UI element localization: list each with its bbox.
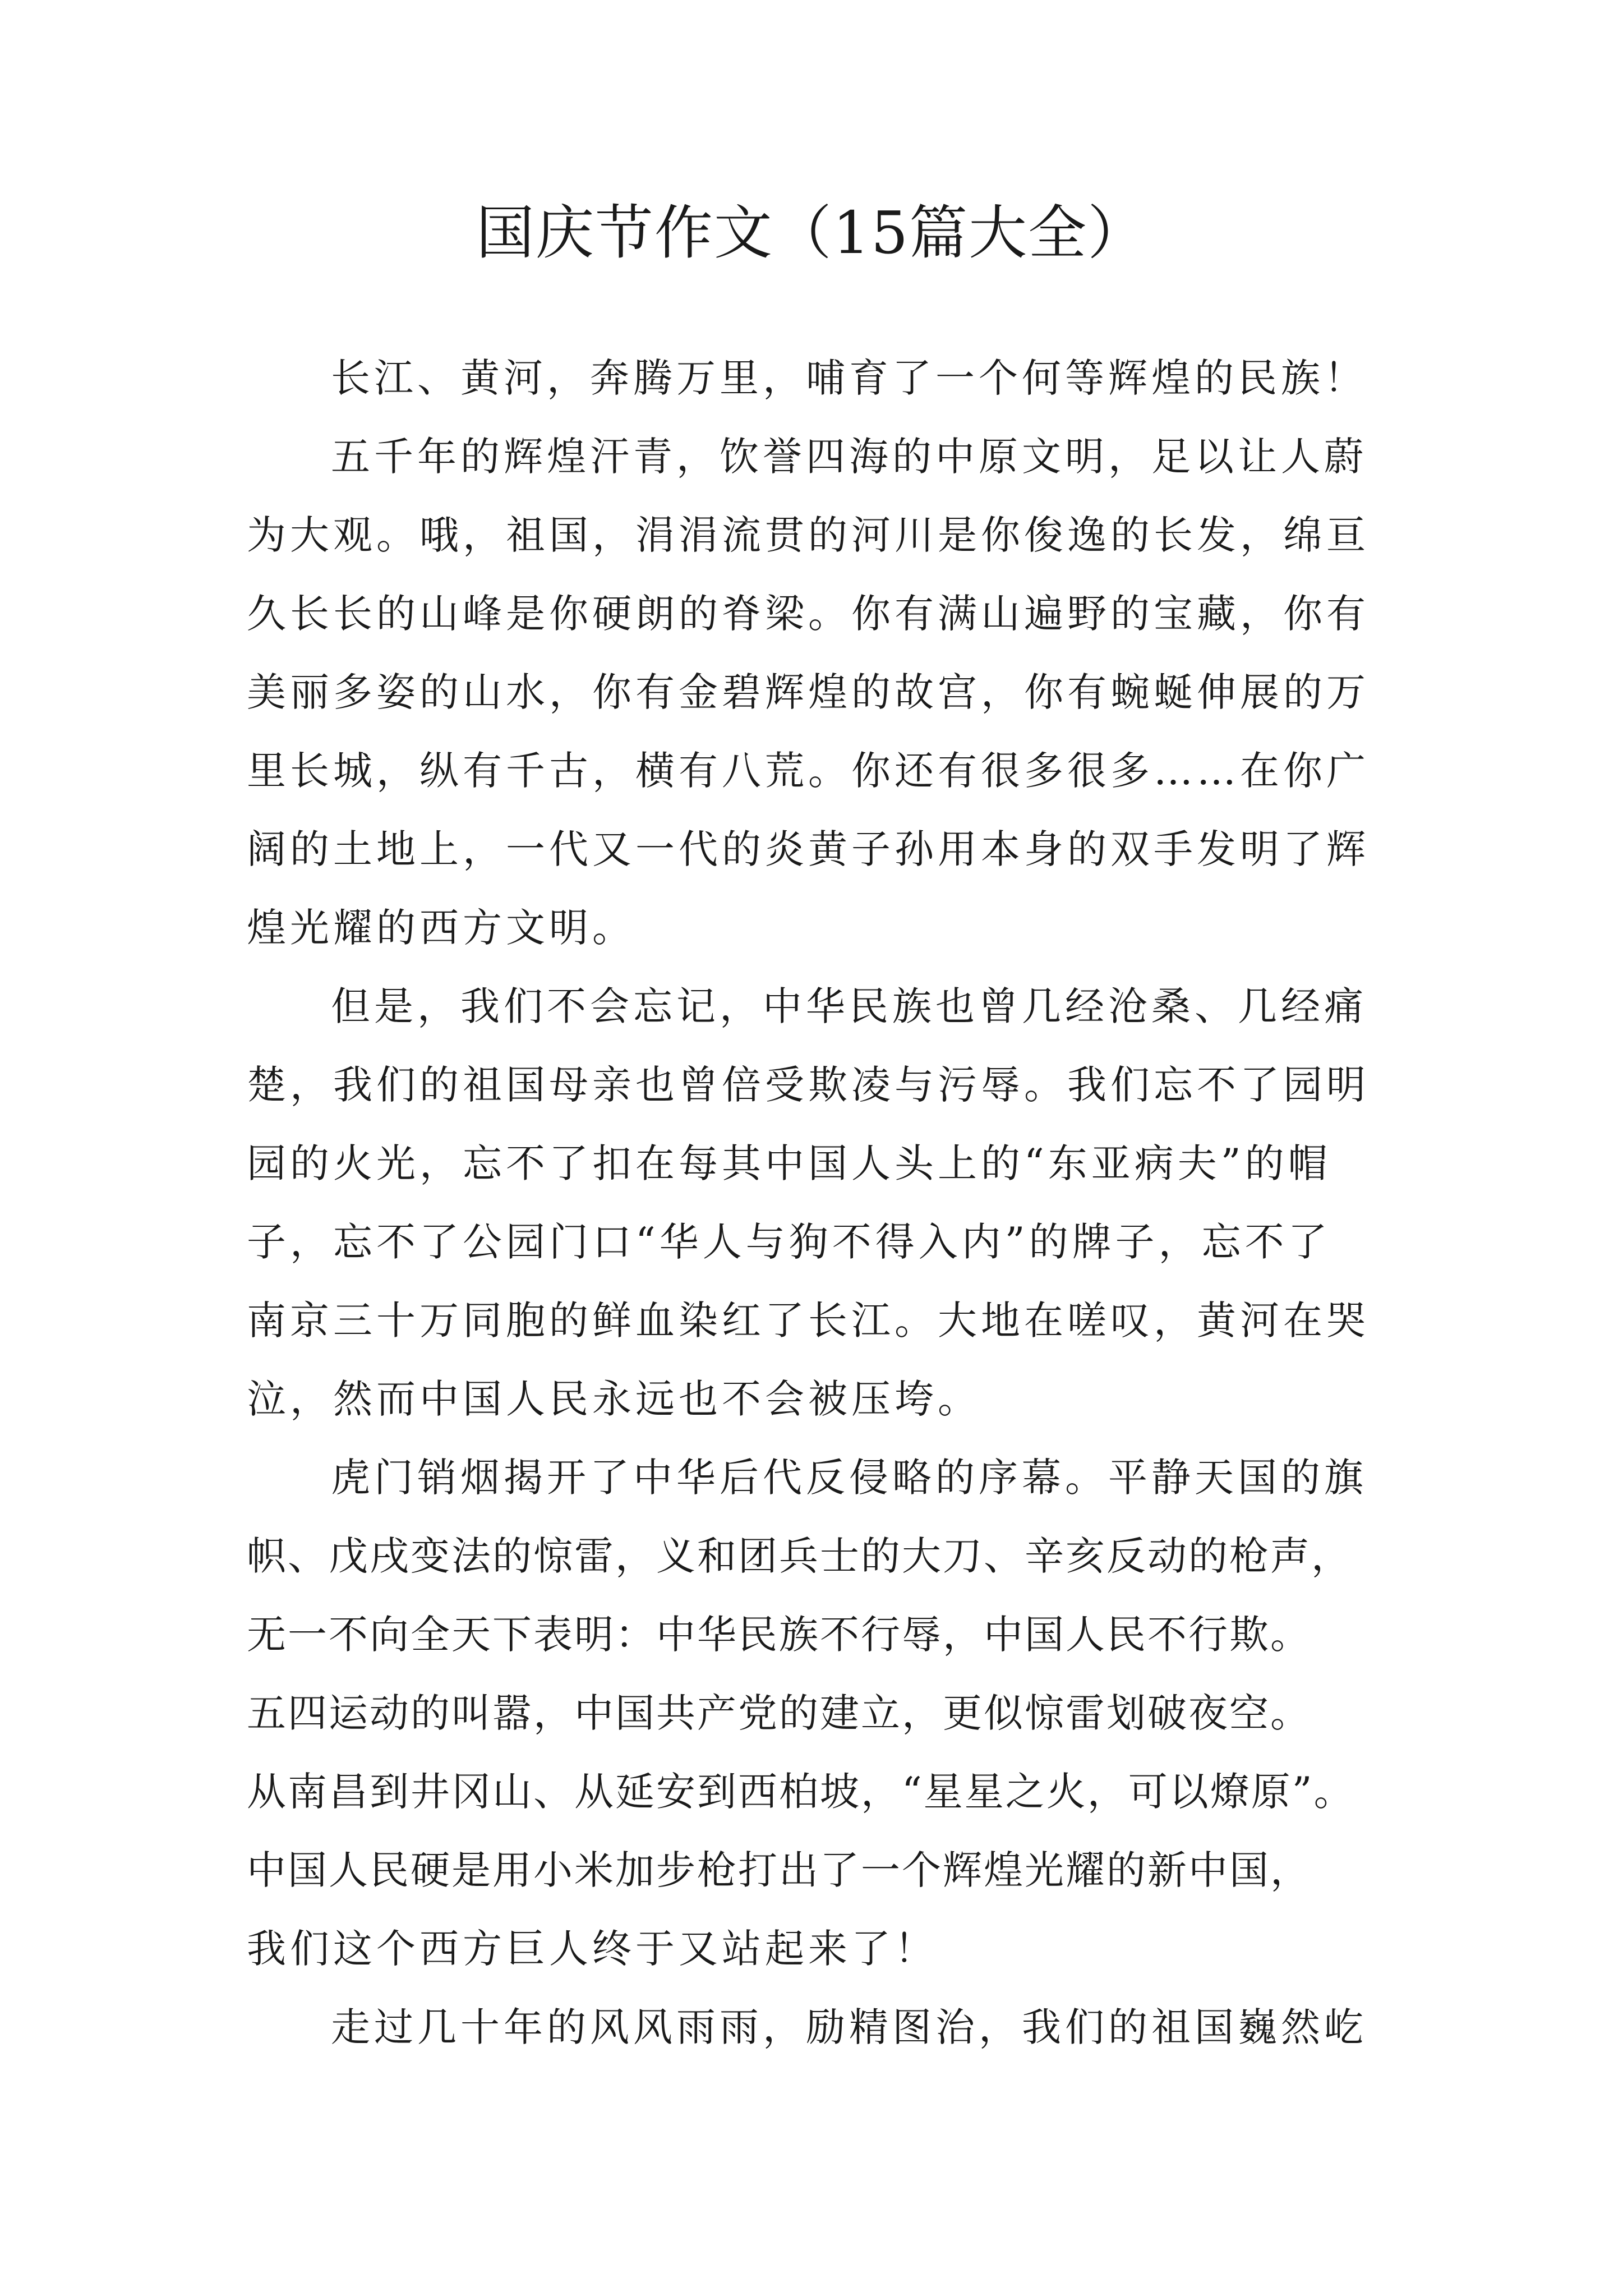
text-line: 南京三十万同胞的鲜血染红了长江。大地在嗟叹，黄河在哭 [247,1297,1370,1343]
text-line: 帜、戊戌变法的惊雷，义和团兵士的大刀、辛亥反动的枪声， [247,1533,1352,1579]
text-line: 无一不向全天下表明：中华民族不行辱，中国人民不行欺。 [247,1612,1311,1658]
text-line: 虎门销烟揭开了中华后代反侵略的序幕。平静天国的旗 [331,1455,1367,1501]
text-line: 但是，我们不会忘记，中华民族也曾几经沧桑、几经痛 [331,983,1367,1029]
text-line: 久长长的山峰是你硬朗的脊梁。你有满山遍野的宝藏，你有 [247,591,1370,637]
text-line: 我们这个西方巨人终于又站起来了！ [247,1926,938,1972]
text-line: 长江、黄河，奔腾万里，哺育了一个何等辉煌的民族！ [331,355,1367,401]
document-body [247,339,1436,2067]
text-line: 美丽多姿的山水，你有金碧辉煌的故宫，你有蜿蜒伸展的万 [247,669,1370,715]
text-line: 园的火光，忘不了扣在每其中国人头上的“东亚病夫”的帽 [247,1140,1331,1186]
text-line: 为大观。哦，祖国，涓涓流贯的河川是你俊逸的长发，绵亘 [247,512,1370,558]
text-line: 从南昌到井冈山、从延安到西柏坡，“星星之火，可以燎原”。 [247,1769,1355,1815]
text-line: 楚，我们的祖国母亲也曾倍受欺凌与污辱。我们忘不了园明 [247,1062,1370,1108]
text-line: 子，忘不了公园门口“华人与狗不得入内”的牌子，忘不了 [247,1219,1331,1265]
text-line: 五四运动的叫嚣，中国共产党的建立，更似惊雷划破夜空。 [247,1690,1311,1736]
text-line: 里长城，纵有千古，横有八荒。你还有很多很多……在你广 [247,748,1370,794]
text-line: 走过几十年的风风雨雨，励精图治，我们的祖国巍然屹 [331,2004,1367,2050]
text-line: 煌光耀的西方文明。 [247,905,635,951]
text-line: 中国人民硬是用小米加步枪打出了一个辉煌光耀的新中国， [247,1847,1311,1893]
text-line: 阔的土地上，一代又一代的炎黄子孙用本身的双手发明了辉 [247,826,1370,872]
text-line: 五千年的辉煌汗青，饮誉四海的中原文明，足以让人蔚 [331,434,1367,480]
text-line: 泣，然而中国人民永远也不会被压垮。 [247,1376,981,1422]
document-title: 国庆节作文（15篇大全） [476,199,1147,267]
